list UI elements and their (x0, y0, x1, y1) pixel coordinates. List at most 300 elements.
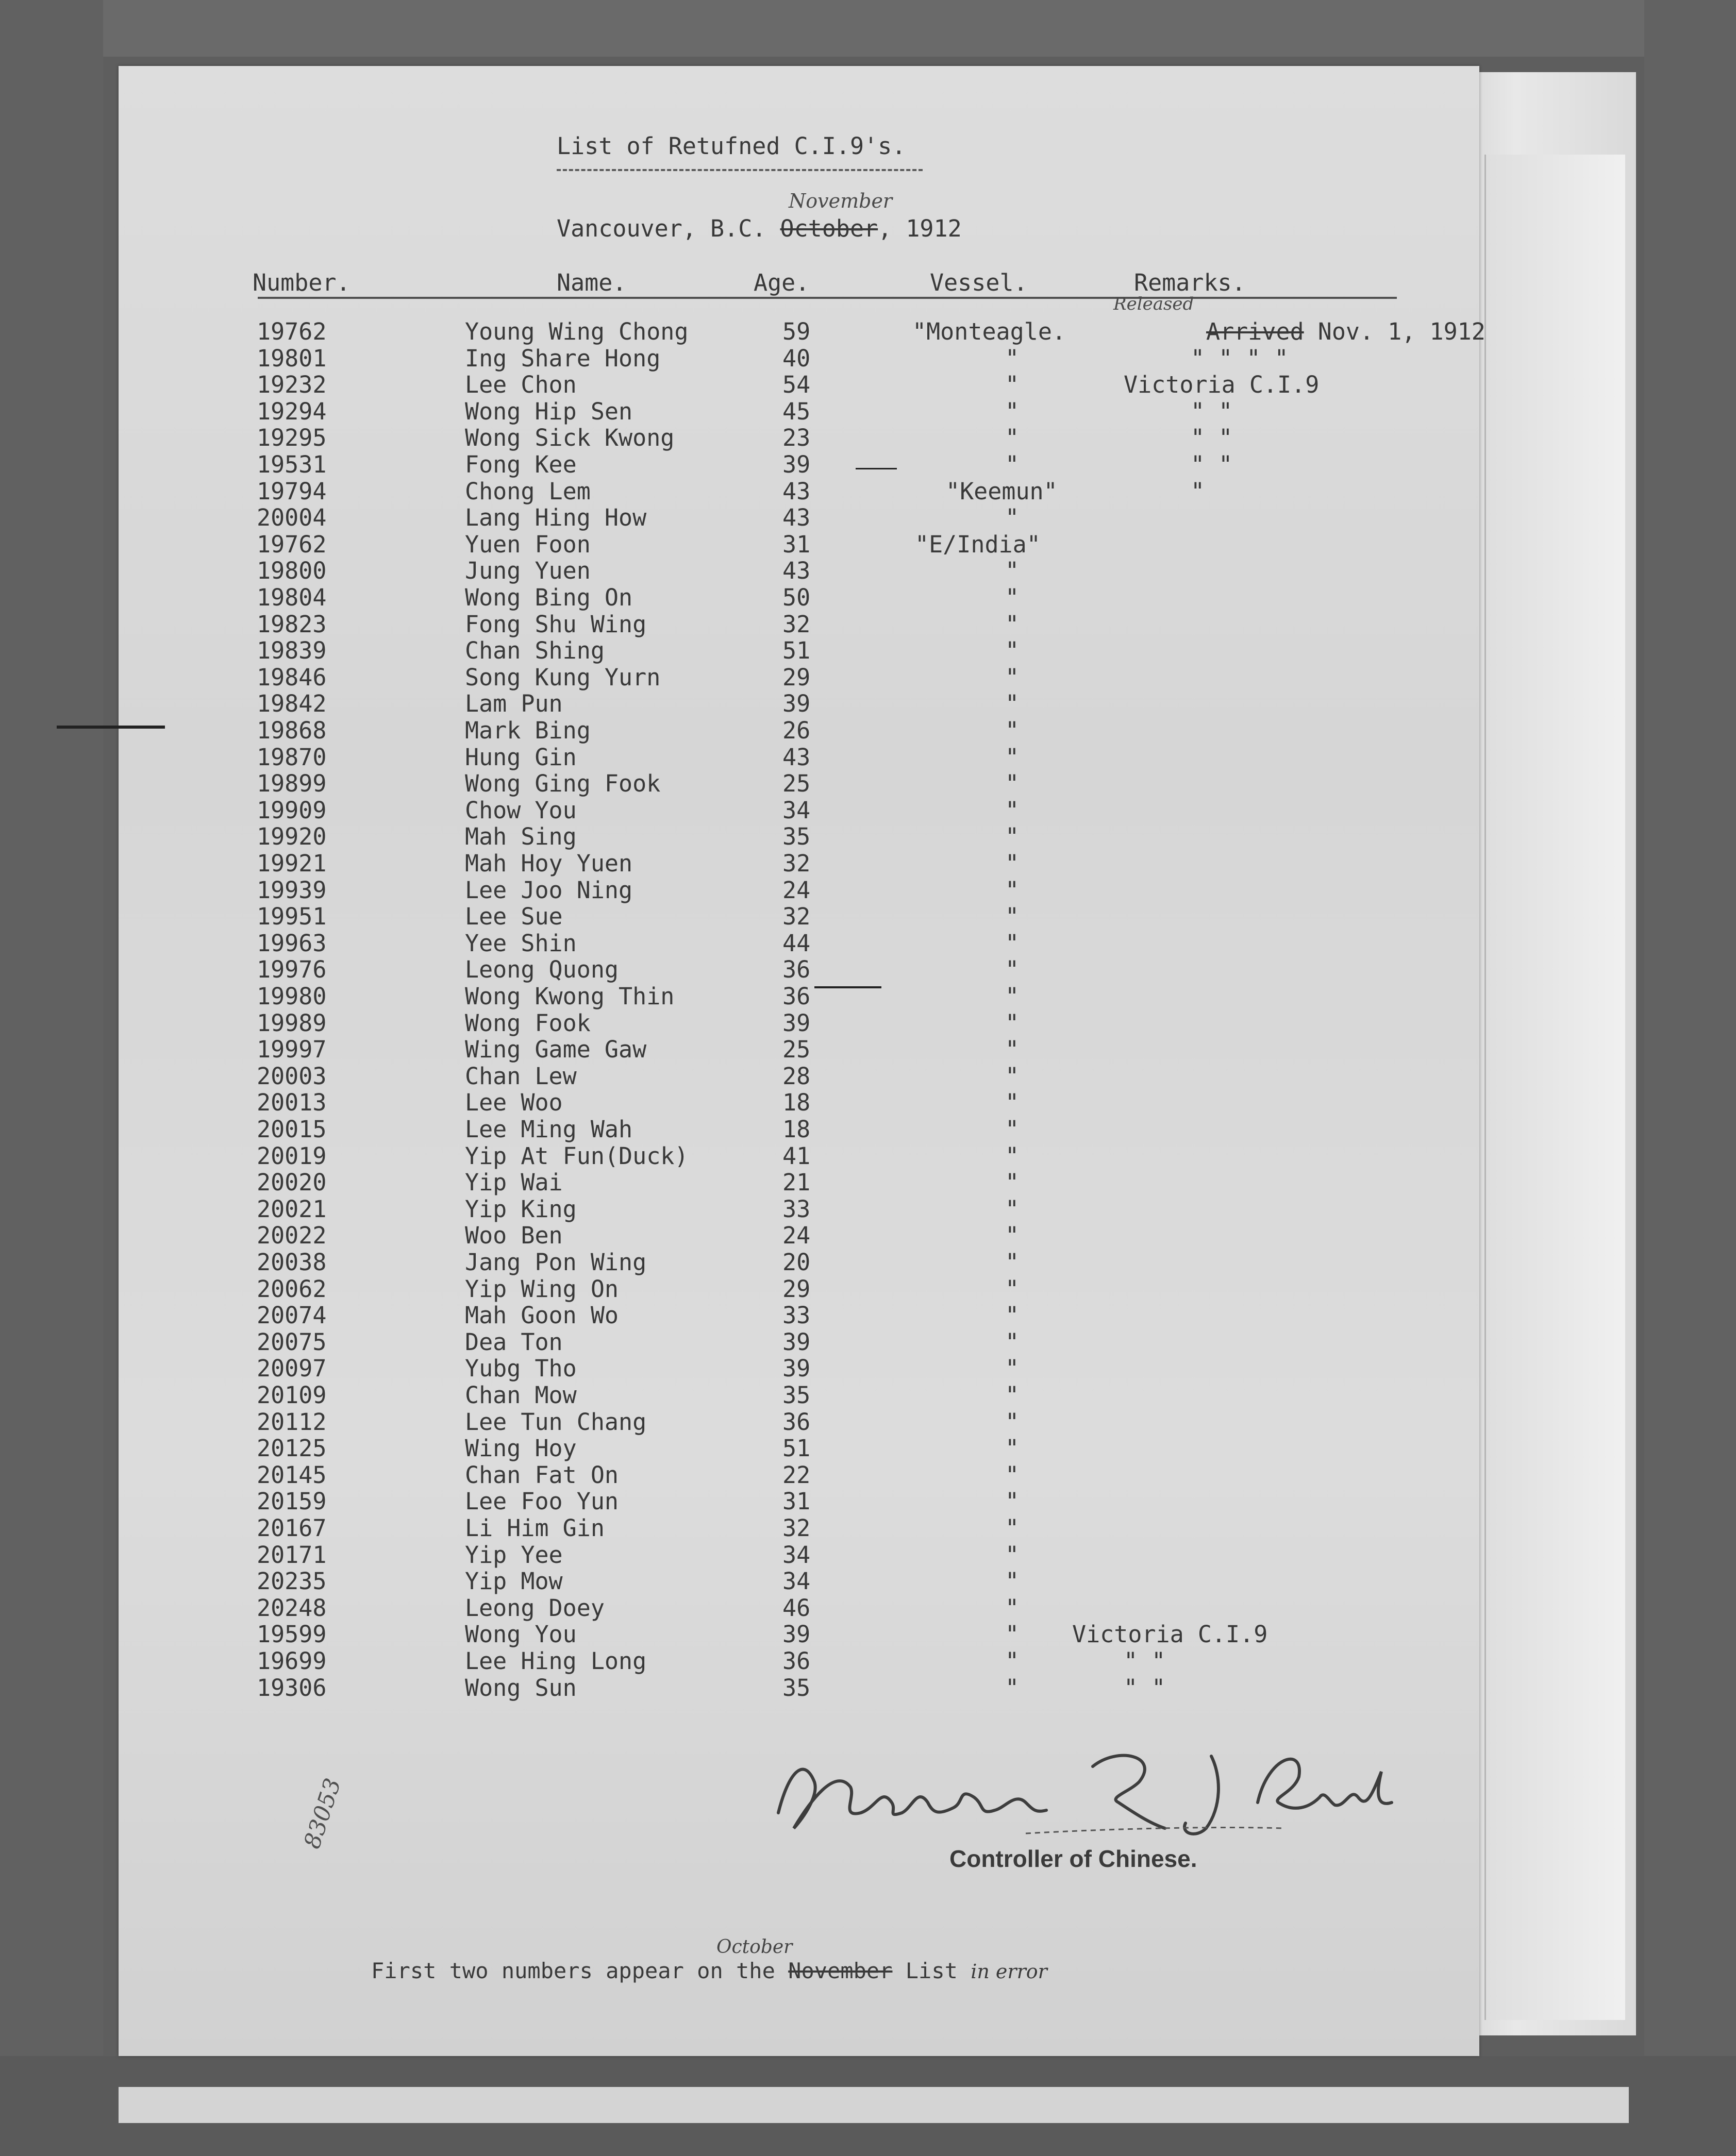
row-name: Li Him Gin (465, 1514, 605, 1542)
row-vessel: " (1005, 903, 1020, 930)
row-vessel: " (1005, 1169, 1020, 1196)
scan-border-top (0, 0, 1736, 57)
row-vessel: " (1005, 1089, 1020, 1116)
row-age: 51 (782, 1435, 811, 1462)
row-number: 19599 (257, 1621, 327, 1648)
row-name: Wong Sun (465, 1674, 577, 1702)
row-vessel: " (1005, 1674, 1020, 1702)
row-remarks: " " (1191, 424, 1233, 451)
footnote-text-2: List (905, 1958, 958, 1983)
row-vessel: " (1005, 1222, 1020, 1249)
row-vessel: " (1005, 1647, 1020, 1675)
row-age: 32 (782, 611, 811, 638)
row-vessel: "E/India" (915, 531, 1041, 558)
table-row (119, 504, 1479, 531)
row-age: 39 (782, 1009, 811, 1037)
table-row (119, 372, 1479, 398)
row-remarks: " " " " (1191, 345, 1289, 372)
row-name: Wong Sick Kwong (465, 424, 675, 451)
row-number: 19909 (257, 797, 327, 824)
row-age: 24 (782, 877, 811, 904)
row-vessel: " (1005, 1036, 1020, 1063)
row-vessel: "Keemun" (946, 478, 1058, 505)
row-number: 19989 (257, 1009, 327, 1037)
row-number: 20097 (257, 1355, 327, 1382)
row-age: 43 (782, 744, 811, 771)
row-number: 19980 (257, 983, 327, 1010)
row-name: Mah Goon Wo (465, 1302, 619, 1329)
title-underline (557, 169, 923, 171)
table-row (119, 956, 1479, 983)
row-name: Yuen Foon (465, 531, 591, 558)
table-row (119, 1036, 1479, 1063)
row-name: Mark Bing (465, 717, 591, 744)
row-vessel: " (1005, 424, 1020, 451)
row-age: 33 (782, 1302, 811, 1329)
row-number: 20109 (257, 1382, 327, 1409)
row-number: 19801 (257, 345, 327, 372)
table-row (119, 611, 1479, 638)
row-age: 29 (782, 664, 811, 691)
row-number: 20145 (257, 1461, 327, 1489)
row-name: Leong Quong (465, 956, 619, 983)
row-age: 22 (782, 1461, 811, 1489)
row-vessel: " (1005, 1195, 1020, 1223)
table-row (119, 1302, 1479, 1329)
row-age: 59 (782, 318, 811, 345)
row-number: 20038 (257, 1249, 327, 1276)
row-number: 20019 (257, 1142, 327, 1170)
row-age: 31 (782, 531, 811, 558)
row-number: 19868 (257, 717, 327, 744)
row-name: Mah Hoy Yuen (465, 850, 633, 877)
row-vessel: " (1005, 850, 1020, 877)
row-vessel: " (1005, 371, 1020, 398)
row-name: Lee Hing Long (465, 1647, 647, 1675)
row-number: 20112 (257, 1408, 327, 1436)
table-row (119, 398, 1479, 425)
row-age: 54 (782, 371, 811, 398)
row-age: 39 (782, 1355, 811, 1382)
row-name: Wing Game Gaw (465, 1036, 647, 1063)
row-name: Lee Joo Ning (465, 877, 633, 904)
row-vessel: " (1005, 664, 1020, 691)
row-number: 19762 (257, 531, 327, 558)
row-age: 43 (782, 478, 811, 505)
table-row (119, 797, 1479, 824)
row-name: Wong Bing On (465, 584, 633, 611)
table-row (119, 823, 1479, 850)
row-vessel: " (1005, 637, 1020, 664)
row-name: Yip Yee (465, 1541, 563, 1569)
row-name: Mah Sing (465, 823, 577, 850)
table-row (119, 1488, 1479, 1515)
row-remarks: Victoria C.I.9 (1072, 1621, 1268, 1648)
scan-border-right (1644, 0, 1736, 2156)
row-number: 19294 (257, 398, 327, 425)
place-date-line (557, 215, 962, 242)
ink-dash-mark (814, 986, 881, 988)
row-number: 19823 (257, 611, 327, 638)
row-vessel: " (1005, 1249, 1020, 1276)
table-row (119, 1621, 1479, 1648)
ink-dash-mark (856, 468, 897, 469)
row-name: Jung Yuen (465, 557, 591, 584)
row-vessel: " (1005, 717, 1020, 744)
row-age: 18 (782, 1116, 811, 1143)
table-row (119, 1116, 1479, 1143)
row-name: Woo Ben (465, 1222, 563, 1249)
row-age: 39 (782, 451, 811, 478)
row-number: 20062 (257, 1275, 327, 1303)
footnote-text: First two numbers appear on the (371, 1958, 775, 1983)
row-vessel: " (1005, 1142, 1020, 1170)
row-name: Yip King (465, 1195, 577, 1223)
row-number: 20171 (257, 1541, 327, 1569)
row-vessel: "Monteagle. (912, 318, 1066, 345)
table-row (119, 1063, 1479, 1090)
row-vessel: " (1005, 770, 1020, 797)
signature (758, 1725, 1479, 1859)
table-row (119, 717, 1479, 744)
row-name: Wong Hip Sen (465, 398, 633, 425)
row-vessel: " (1005, 797, 1020, 824)
ink-dash-mark (57, 726, 165, 729)
row-vessel: " (1005, 877, 1020, 904)
row-number: 20022 (257, 1222, 327, 1249)
table-row (119, 877, 1479, 904)
table-row (119, 1648, 1479, 1675)
row-name: Chan Fat On (465, 1461, 619, 1489)
scan-border-left (0, 0, 103, 2156)
row-vessel: " (1005, 345, 1020, 372)
table-row (119, 664, 1479, 691)
row-name: Yip Wing On (465, 1275, 619, 1303)
page-edge-strip (119, 2087, 1629, 2123)
row-number: 19800 (257, 557, 327, 584)
row-vessel: " (1005, 1408, 1020, 1436)
row-number: 19531 (257, 451, 327, 478)
row-age: 39 (782, 1621, 811, 1648)
row-number: 20021 (257, 1195, 327, 1223)
header-name: Name. (557, 269, 627, 296)
footnote (371, 1958, 1047, 1983)
row-name: Lee Chon (465, 371, 577, 398)
row-age: 33 (782, 1195, 811, 1223)
table-row (119, 1568, 1479, 1595)
row-name: Dea Ton (465, 1328, 563, 1356)
row-number: 19794 (257, 478, 327, 505)
row-vessel: " (1005, 1541, 1020, 1569)
row-age: 35 (782, 1674, 811, 1702)
table-row (119, 744, 1479, 771)
row-age: 24 (782, 1222, 811, 1249)
header-vessel: Vessel. (930, 269, 1028, 296)
row-number: 19232 (257, 371, 327, 398)
row-vessel: " (1005, 451, 1020, 478)
row-number: 19976 (257, 956, 327, 983)
table-row (119, 558, 1479, 584)
row-number: 20248 (257, 1594, 327, 1622)
row-name: Chan Shing (465, 637, 605, 664)
row-name: Fong Kee (465, 451, 577, 478)
month-struck: October (780, 215, 878, 242)
row-number: 19939 (257, 877, 327, 904)
header-number: Number. (253, 269, 350, 296)
row-age: 32 (782, 850, 811, 877)
table-row (119, 637, 1479, 664)
row-age: 35 (782, 823, 811, 850)
table-row (119, 1355, 1479, 1382)
table-row (119, 1329, 1479, 1356)
row-number: 20167 (257, 1514, 327, 1542)
row-number: 20004 (257, 504, 327, 531)
pencil-annotation: 83053 (299, 1775, 346, 1852)
row-name: Yee Shin (465, 930, 577, 957)
row-vessel: " (1005, 823, 1020, 850)
row-age: 34 (782, 1541, 811, 1569)
signatory-title: Controller of Chinese. (949, 1845, 1197, 1872)
row-name: Wing Hoy (465, 1435, 577, 1462)
table-row (119, 1462, 1479, 1489)
row-name: Jang Pon Wing (465, 1249, 647, 1276)
row-vessel: " (1005, 956, 1020, 983)
row-name: Lee Tun Chang (465, 1408, 647, 1436)
row-age: 36 (782, 1408, 811, 1436)
row-vessel: " (1005, 557, 1020, 584)
row-number: 19963 (257, 930, 327, 957)
row-number: 19951 (257, 903, 327, 930)
row-number: 20013 (257, 1089, 327, 1116)
row-vessel: " (1005, 1594, 1020, 1622)
row-vessel: " (1005, 1621, 1020, 1648)
row-name: Yubg Tho (465, 1355, 577, 1382)
row-name: Yip Wai (465, 1169, 563, 1196)
row-remarks: " " (1191, 398, 1233, 425)
table-row (119, 584, 1479, 611)
row-name: Wong Ging Fook (465, 770, 661, 797)
table-row (119, 1435, 1479, 1462)
row-vessel: " (1005, 1328, 1020, 1356)
row-number: 19997 (257, 1036, 327, 1063)
row-vessel: " (1005, 744, 1020, 771)
row-name: Lee Ming Wah (465, 1116, 633, 1143)
table-row (119, 1169, 1479, 1196)
table-row (119, 1089, 1479, 1116)
table-row (119, 1515, 1479, 1542)
table-row (119, 451, 1479, 478)
row-name: Wong Fook (465, 1009, 591, 1037)
row-vessel: " (1005, 1382, 1020, 1409)
table-row (119, 1409, 1479, 1436)
row-age: 26 (782, 717, 811, 744)
row-vessel: " (1005, 983, 1020, 1010)
row-name: Lang Hing How (465, 504, 647, 531)
row-age: 41 (782, 1142, 811, 1170)
table-row (119, 1276, 1479, 1303)
row-age: 32 (782, 903, 811, 930)
row-name: Hung Gin (465, 744, 577, 771)
row-age: 36 (782, 956, 811, 983)
document-page (119, 66, 1485, 2056)
row-name: Lee Sue (465, 903, 563, 930)
underlying-page-2 (1484, 155, 1625, 2020)
row-age: 31 (782, 1488, 811, 1515)
row-number: 19842 (257, 690, 327, 717)
table-header (119, 270, 1479, 296)
header-remarks: Remarks. (1134, 269, 1246, 296)
row-name: Lee Woo (465, 1089, 563, 1116)
row-age: 36 (782, 983, 811, 1010)
row-name: Yip Mow (465, 1568, 563, 1595)
row-remarks: " " (1124, 1674, 1166, 1702)
row-number: 19762 (257, 318, 327, 345)
row-name: Wong You (465, 1621, 577, 1648)
footnote-correction: October (716, 1936, 793, 1958)
row-number: 20015 (257, 1116, 327, 1143)
footnote-struck-word: November (788, 1958, 893, 1983)
row-age: 23 (782, 424, 811, 451)
row-vessel: " (1005, 690, 1020, 717)
row-number: 20235 (257, 1568, 327, 1595)
table-row (119, 478, 1479, 505)
table-row (119, 1542, 1479, 1569)
row-name: Chong Lem (465, 478, 591, 505)
row-name: Yip At Fun(Duck) (465, 1142, 689, 1170)
row-name: Wong Kwong Thin (465, 983, 675, 1010)
row-vessel: " (1005, 1116, 1020, 1143)
row-number: 19306 (257, 1674, 327, 1702)
row-number: 20020 (257, 1169, 327, 1196)
row-age: 29 (782, 1275, 811, 1303)
struck-word: Arrived (1206, 318, 1304, 345)
row-vessel: " (1005, 1461, 1020, 1489)
row-name: Young Wing Chong (465, 318, 689, 345)
row-name: Chow You (465, 797, 577, 824)
row-remarks: " (1191, 478, 1205, 505)
place: Vancouver, B.C. (557, 215, 766, 242)
row-vessel: " (1005, 1488, 1020, 1515)
table-row (119, 1595, 1479, 1622)
row-vessel: " (1005, 1435, 1020, 1462)
row-vessel: " (1005, 1275, 1020, 1303)
table-row (119, 1222, 1479, 1249)
row-number: 20159 (257, 1488, 327, 1515)
row-remarks: " " (1191, 451, 1233, 478)
footnote-handwritten: in error (971, 1960, 1047, 1983)
row-vessel: " (1005, 930, 1020, 957)
row-age: 20 (782, 1249, 811, 1276)
row-remarks: Victoria C.I.9 (1124, 371, 1320, 398)
document-title: List of Retufned C.I.9's. (557, 132, 906, 160)
row-age: 43 (782, 504, 811, 531)
row-number: 19846 (257, 664, 327, 691)
table-row (119, 1196, 1479, 1223)
row-age: 39 (782, 690, 811, 717)
table-row (119, 690, 1479, 717)
table-row (119, 318, 1485, 345)
table-row (119, 1675, 1479, 1702)
row-vessel: " (1005, 611, 1020, 638)
year: , 1912 (878, 215, 962, 242)
row-vessel: " (1005, 504, 1020, 531)
row-name: Lee Foo Yun (465, 1488, 619, 1515)
row-number: 19804 (257, 584, 327, 611)
row-number: 20074 (257, 1302, 327, 1329)
row-vessel: " (1005, 584, 1020, 611)
table-row (119, 1143, 1479, 1170)
row-vessel: " (1005, 1063, 1020, 1090)
table-row (119, 850, 1479, 877)
table-row (119, 1010, 1479, 1037)
row-vessel: " (1005, 1514, 1020, 1542)
row-number: 19699 (257, 1647, 327, 1675)
row-age: 44 (782, 930, 811, 957)
row-name: Chan Mow (465, 1382, 577, 1409)
row-age: 32 (782, 1514, 811, 1542)
row-number: 20003 (257, 1063, 327, 1090)
row-age: 34 (782, 1568, 811, 1595)
row-name: Leong Doey (465, 1594, 605, 1622)
row-number: 19839 (257, 637, 327, 664)
table-row (119, 345, 1479, 372)
month-correction: November (789, 190, 893, 212)
row-number: 19920 (257, 823, 327, 850)
table-row (119, 770, 1479, 797)
row-name: Fong Shu Wing (465, 611, 647, 638)
row-number: 19295 (257, 424, 327, 451)
row-age: 28 (782, 1063, 811, 1090)
row-name: Ing Share Hong (465, 345, 661, 372)
table-row (119, 930, 1479, 957)
header-rule (258, 297, 1397, 299)
row-vessel: " (1005, 398, 1020, 425)
table-row (119, 1382, 1479, 1409)
table-row (119, 903, 1479, 930)
released-correction: Released (1113, 294, 1194, 314)
row-age: 34 (782, 797, 811, 824)
row-number: 20125 (257, 1435, 327, 1462)
row-age: 40 (782, 345, 811, 372)
row-number: 19899 (257, 770, 327, 797)
row-vessel: " (1005, 1009, 1020, 1037)
row-age: 43 (782, 557, 811, 584)
row-number: 20075 (257, 1328, 327, 1356)
row-remarks: " " (1124, 1647, 1166, 1675)
row-age: 21 (782, 1169, 811, 1196)
row-vessel: " (1005, 1302, 1020, 1329)
row-age: 25 (782, 770, 811, 797)
row-age: 46 (782, 1594, 811, 1622)
header-age: Age. (754, 269, 810, 296)
row-age: 36 (782, 1647, 811, 1675)
row-number: 19870 (257, 744, 327, 771)
table-row (119, 1249, 1479, 1276)
row-vessel: " (1005, 1568, 1020, 1595)
row-remarks: Arrived Nov. 1, 1912 (1206, 318, 1485, 345)
row-age: 18 (782, 1089, 811, 1116)
row-age: 35 (782, 1382, 811, 1409)
row-age: 50 (782, 584, 811, 611)
row-number: 19921 (257, 850, 327, 877)
row-age: 51 (782, 637, 811, 664)
row-age: 39 (782, 1328, 811, 1356)
row-name: Chan Lew (465, 1063, 577, 1090)
row-age: 25 (782, 1036, 811, 1063)
table-row (119, 425, 1479, 451)
row-age: 45 (782, 398, 811, 425)
row-name: Lam Pun (465, 690, 563, 717)
